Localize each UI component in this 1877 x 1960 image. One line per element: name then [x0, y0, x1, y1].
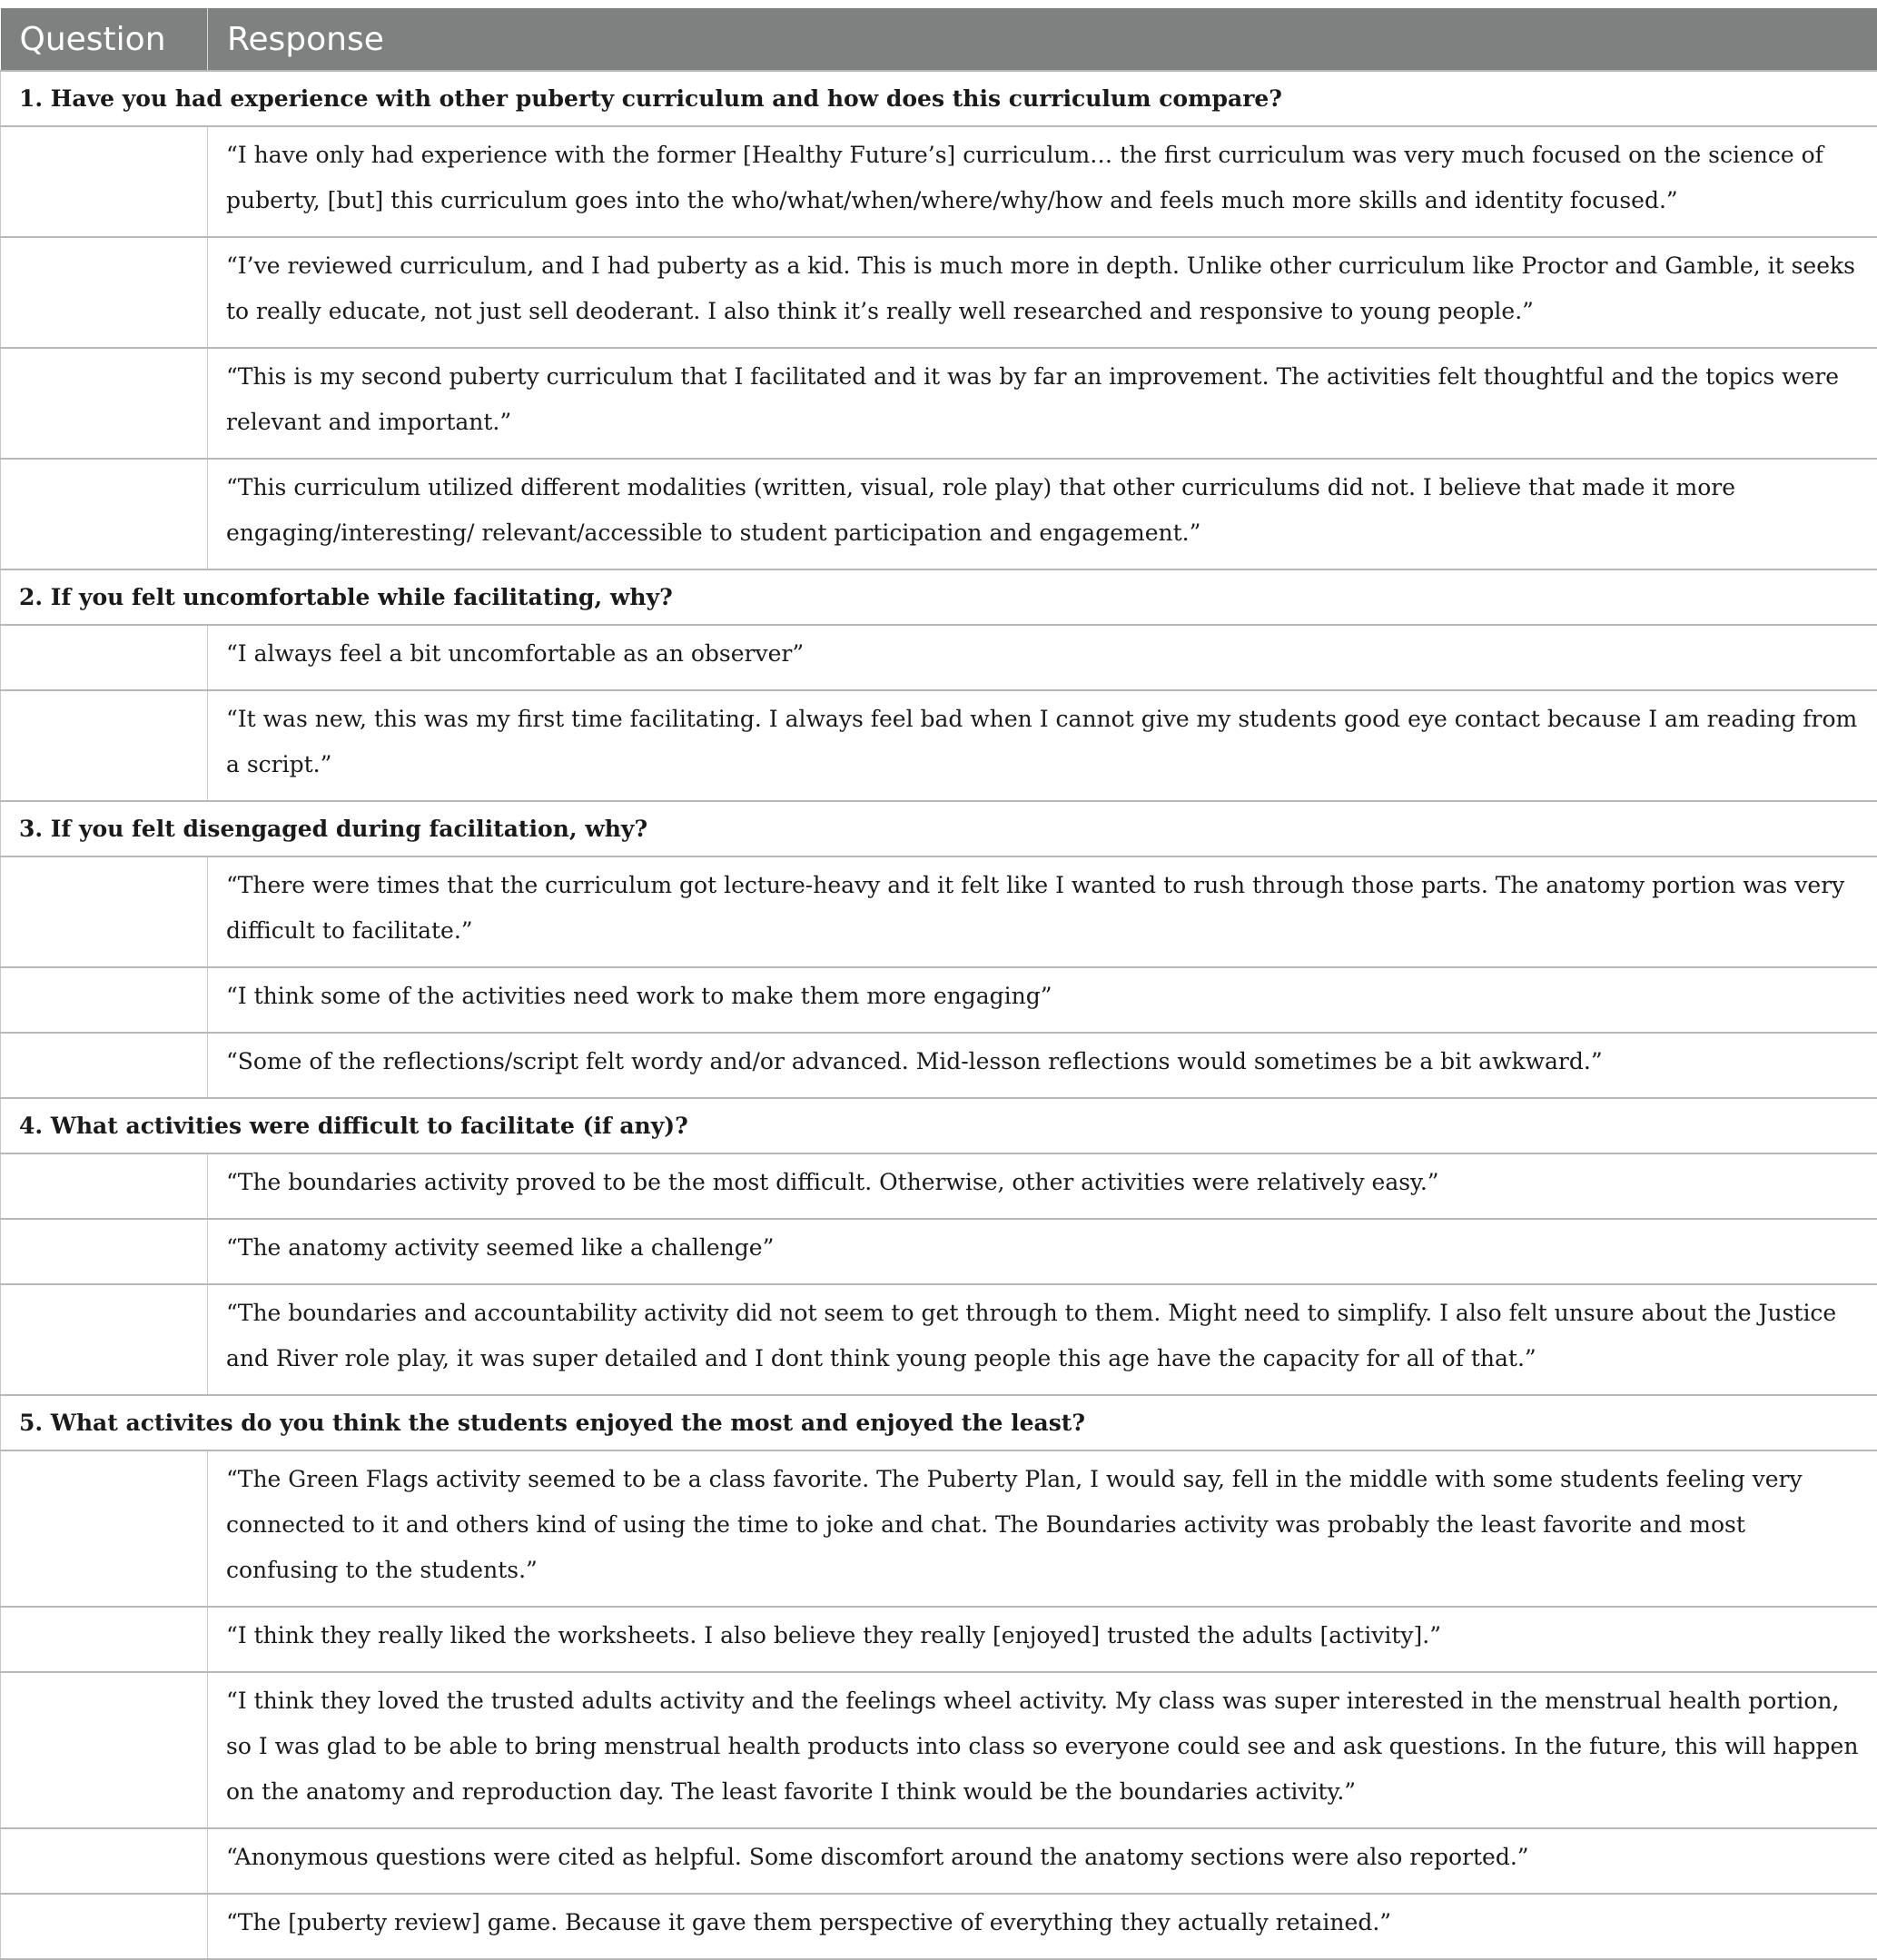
response-row — [1, 1607, 1877, 1672]
response-text: “I think they loved the trusted adults activity and the feelings wheel activity. My class was super interested in the menstrual health portion, so I was glad to be able to bring menstrual health products into class so everyone could see and ask questions. In the future, this will happen on the anatomy and reproduction day. The least favorite I think would be the boundaries activity.” — [226, 1678, 1859, 1815]
section-question: 1. Have you had experience with other puberty curriculum and how does this curriculum compare? — [1, 71, 1877, 126]
section-question-row — [1, 71, 1877, 126]
response-text: “The boundaries and accountability activity did not seem to get through to them. Might need to simplify. I also felt unsure about the Justice and River role play, it was super detailed and I dont think young people this age have the capacity for all of that.” — [226, 1291, 1859, 1381]
response-cell — [208, 1894, 1877, 1959]
response-cell — [208, 237, 1877, 348]
question-cell-empty — [1, 1450, 208, 1607]
response-row — [1, 1219, 1877, 1284]
response-text: “I’ve reviewed curriculum, and I had puberty as a kid. This is much more in depth. Unlike other curriculum like Proctor and Gamble, it seeks to really educate, not just sell deoderant. I also think it’s really well researched and responsive to young people.” — [226, 243, 1859, 334]
question-cell-empty — [1, 1607, 208, 1672]
response-text: “I think they really liked the worksheets. I also believe they really [enjoyed] trusted the adults [activity].” — [226, 1613, 1859, 1658]
response-cell — [208, 856, 1877, 967]
table-header — [1, 8, 1877, 71]
survey-table-container — [0, 8, 1877, 1960]
response-row — [1, 348, 1877, 459]
section-question-row — [1, 801, 1877, 856]
response-text: “I think some of the activities need work to make them more engaging” — [226, 974, 1859, 1019]
question-cell-empty — [1, 126, 208, 237]
response-cell — [208, 1450, 1877, 1607]
response-row — [1, 1284, 1877, 1395]
response-text: “I have only had experience with the former [Healthy Future’s] curriculum… the first curriculum was very much focused on the science of puberty, [but] this curriculum goes into the who/what/when/where/why/how and feels much more skills and identity focused.” — [226, 133, 1859, 223]
response-cell — [208, 1672, 1877, 1828]
response-row — [1, 967, 1877, 1033]
question-cell-empty — [1, 856, 208, 967]
response-row — [1, 1672, 1877, 1828]
header-row — [1, 8, 1877, 71]
response-row — [1, 1153, 1877, 1219]
response-cell — [208, 1607, 1877, 1672]
question-cell-empty — [1, 1033, 208, 1098]
response-text: “I always feel a bit uncomfortable as an observer” — [226, 631, 1859, 677]
response-row — [1, 625, 1877, 690]
column-header-question: Question — [1, 8, 208, 71]
response-cell — [208, 1033, 1877, 1098]
response-text: “It was new, this was my first time facilitating. I always feel bad when I cannot give my students good eye contact because I am reading from a script.” — [226, 697, 1859, 787]
table-body — [1, 71, 1877, 1959]
response-cell — [208, 348, 1877, 459]
response-cell — [208, 459, 1877, 569]
response-text: “The [puberty review] game. Because it gave them perspective of everything they actually retained.” — [226, 1900, 1859, 1945]
section-question: 4. What activities were difficult to facilitate (if any)? — [1, 1098, 1877, 1153]
response-text: “This curriculum utilized different modalities (written, visual, role play) that other curriculums did not. I believe that made it more engaging/interesting/ relevant/accessible to student participation and engagement.” — [226, 465, 1859, 556]
section-question-row — [1, 1395, 1877, 1450]
section-question-row — [1, 1098, 1877, 1153]
response-cell — [208, 1153, 1877, 1219]
response-cell — [208, 126, 1877, 237]
response-row — [1, 690, 1877, 801]
question-cell-empty — [1, 690, 208, 801]
question-cell-empty — [1, 1672, 208, 1828]
question-cell-empty — [1, 348, 208, 459]
question-cell-empty — [1, 237, 208, 348]
response-text: “The Green Flags activity seemed to be a class favorite. The Puberty Plan, I would say, fell in the middle with some students feeling very connected to it and others kind of using the time to joke and chat. The Boundaries activity was probably the least favorite and most confusing to the students.” — [226, 1457, 1859, 1593]
response-cell — [208, 690, 1877, 801]
response-row — [1, 1450, 1877, 1607]
question-cell-empty — [1, 1828, 208, 1894]
response-row — [1, 459, 1877, 569]
response-text: “The boundaries activity proved to be the most difficult. Otherwise, other activities were relatively easy.” — [226, 1160, 1859, 1205]
response-row — [1, 126, 1877, 237]
question-cell-empty — [1, 1219, 208, 1284]
response-text: “There were times that the curriculum got lecture-heavy and it felt like I wanted to rush through those parts. The anatomy portion was very difficult to facilitate.” — [226, 863, 1859, 954]
section-question: 5. What activites do you think the students enjoyed the most and enjoyed the least? — [1, 1395, 1877, 1450]
response-text: “Anonymous questions were cited as helpful. Some discomfort around the anatomy sections were also reported.” — [226, 1835, 1859, 1880]
response-cell — [208, 1828, 1877, 1894]
question-cell-empty — [1, 967, 208, 1033]
question-cell-empty — [1, 1153, 208, 1219]
response-row — [1, 1033, 1877, 1098]
section-question: 3. If you felt disengaged during facilitation, why? — [1, 801, 1877, 856]
response-row — [1, 237, 1877, 348]
response-row — [1, 1894, 1877, 1959]
response-row — [1, 856, 1877, 967]
question-cell-empty — [1, 1284, 208, 1395]
survey-table — [0, 8, 1877, 1960]
response-cell — [208, 1284, 1877, 1395]
response-text: “The anatomy activity seemed like a challenge” — [226, 1225, 1859, 1271]
response-row — [1, 1828, 1877, 1894]
response-cell — [208, 1219, 1877, 1284]
question-cell-empty — [1, 1894, 208, 1959]
question-cell-empty — [1, 625, 208, 690]
section-question-row — [1, 569, 1877, 625]
column-header-response: Response — [208, 8, 1877, 71]
response-cell — [208, 967, 1877, 1033]
section-question: 2. If you felt uncomfortable while facilitating, why? — [1, 569, 1877, 625]
response-cell — [208, 625, 1877, 690]
question-cell-empty — [1, 459, 208, 569]
response-text: “This is my second puberty curriculum that I facilitated and it was by far an improvement. The activities felt thoughtful and the topics were relevant and important.” — [226, 354, 1859, 445]
response-text: “Some of the reflections/script felt wordy and/or advanced. Mid-lesson reflections would sometimes be a bit awkward.” — [226, 1039, 1859, 1084]
